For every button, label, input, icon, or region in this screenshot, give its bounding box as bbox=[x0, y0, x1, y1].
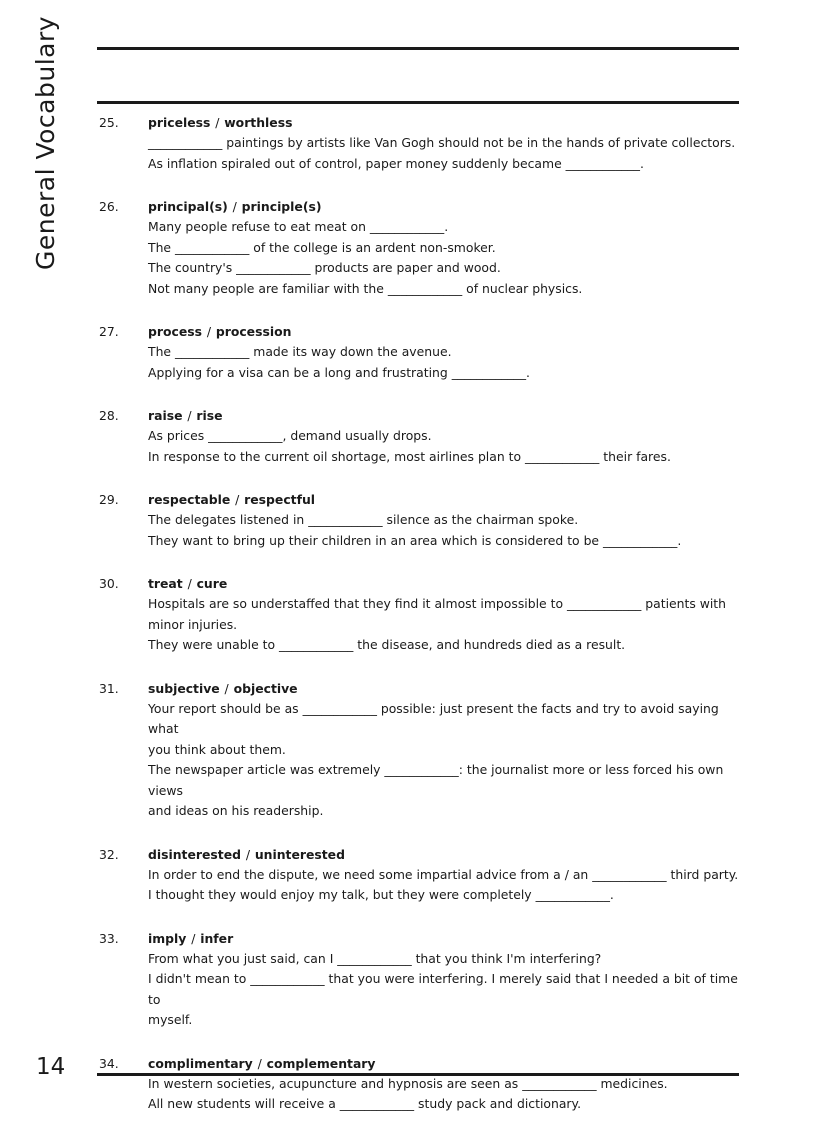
page-number: 14 bbox=[36, 1054, 66, 1080]
word-option-2: uninterested bbox=[254, 846, 345, 862]
word-option-2: principle(s) bbox=[241, 199, 322, 214]
exercise-sentence: Hospitals are so understaffed that they find it almost impossible to ____________ patients with bbox=[148, 596, 727, 611]
word-option-1: raise bbox=[148, 408, 183, 423]
exercise-sentence: Your report should be as ____________ possible: just present the facts and try to avoid saying what bbox=[148, 700, 719, 736]
exercise-sentence: you think about them. bbox=[148, 741, 286, 757]
exercise-number: 28. bbox=[99, 408, 119, 423]
footer-rule bbox=[97, 1073, 739, 1076]
word-pair-heading bbox=[148, 196, 739, 217]
exercise-item bbox=[99, 489, 739, 551]
word-option-2: rise bbox=[196, 408, 223, 423]
exercise-item bbox=[99, 844, 739, 906]
word-option-1: process bbox=[148, 324, 202, 339]
exercise-item bbox=[99, 196, 739, 299]
exercise-sentence: In order to end the dispute, we need some impartial advice from a / an ____________ third party. bbox=[148, 866, 739, 882]
word-separator: / bbox=[191, 930, 196, 946]
word-pair-heading bbox=[148, 678, 739, 699]
word-option-2: worthless bbox=[224, 115, 293, 130]
exercise-number: 27. bbox=[99, 324, 119, 339]
word-pair-heading bbox=[148, 1053, 739, 1074]
word-option-1: complimentary bbox=[148, 1055, 253, 1071]
exercise-number: 33. bbox=[99, 930, 119, 946]
exercise-sentence: The ____________ of the college is an ardent non-smoker. bbox=[148, 239, 496, 255]
word-option-1: imply bbox=[148, 930, 187, 946]
exercise-sentence: myself. bbox=[148, 1012, 193, 1027]
exercise-sentence: They were unable to ____________ the disease, and hundreds died as a result. bbox=[148, 637, 626, 652]
word-separator: / bbox=[206, 324, 212, 339]
word-option-2: complementary bbox=[266, 1055, 376, 1071]
exercise-number: 26. bbox=[99, 199, 119, 214]
exercise-item bbox=[99, 405, 739, 467]
exercise-sentence: They want to bring up their children in an area which is considered to be ____________. bbox=[148, 532, 682, 548]
exercise-sentence: Applying for a visa can be a long and frustrating ____________. bbox=[148, 364, 530, 380]
word-option-2: objective bbox=[233, 680, 298, 696]
exercise-item bbox=[99, 573, 739, 656]
word-pair-heading bbox=[148, 112, 739, 133]
exercise-sentence: In western societies, acupuncture and hypnosis are seen as ____________ medicines. bbox=[148, 1075, 668, 1091]
exercise-number: 25. bbox=[99, 115, 119, 130]
word-separator: / bbox=[224, 680, 229, 696]
exercise-sentence: In response to the current oil shortage, most airlines plan to ____________ their fares. bbox=[148, 448, 671, 464]
exercise-sentence: The country's ____________ products are paper and wood. bbox=[148, 260, 501, 275]
exercise-item bbox=[99, 112, 739, 174]
word-option-1: priceless bbox=[148, 115, 211, 130]
word-separator: / bbox=[232, 199, 237, 214]
word-separator: / bbox=[257, 1055, 262, 1071]
word-pair-heading bbox=[148, 489, 739, 510]
exercise-sentence: The ____________ made its way down the avenue. bbox=[148, 344, 452, 359]
word-separator: / bbox=[187, 576, 192, 591]
exercise-list bbox=[99, 112, 739, 1115]
exercise-sentence: minor injuries. bbox=[148, 616, 238, 632]
exercise-sentence: All new students will receive a ____________ study pack and dictionary. bbox=[148, 1096, 582, 1111]
exercise-sentence: and ideas on his readership. bbox=[148, 803, 324, 818]
word-option-1: principal(s) bbox=[148, 199, 228, 214]
word-separator: / bbox=[235, 492, 240, 507]
exercise-sentence: Many people refuse to eat meat on ____________. bbox=[148, 219, 449, 234]
exercise-number: 31. bbox=[99, 680, 119, 696]
exercise-item bbox=[99, 928, 739, 1031]
exercise-sentence: As prices ____________, demand usually drops. bbox=[148, 428, 432, 443]
exercise-sentence: Not many people are familiar with the ____________ of nuclear physics. bbox=[148, 280, 583, 296]
word-option-1: disinterested bbox=[148, 846, 241, 862]
word-option-2: procession bbox=[215, 324, 292, 339]
word-pair-heading bbox=[148, 844, 739, 865]
exercise-item bbox=[99, 678, 739, 822]
word-option-1: subjective bbox=[148, 680, 220, 696]
exercise-sentence: The delegates listened in ____________ silence as the chairman spoke. bbox=[148, 512, 579, 527]
side-title: General Vocabulary bbox=[31, 15, 60, 270]
word-pair-heading bbox=[148, 928, 739, 949]
exercise-sentence: I didn't mean to ____________ that you were interfering. I merely said that I needed a bit of time to bbox=[148, 971, 738, 1007]
word-separator: / bbox=[245, 846, 250, 862]
exercise-sentence: From what you just said, can I ____________ that you think I'm interfering? bbox=[148, 950, 602, 966]
header-rule bbox=[97, 101, 739, 104]
word-pair-heading bbox=[148, 405, 739, 426]
word-pair-heading bbox=[148, 321, 739, 342]
exercise-sentence: The newspaper article was extremely ____________: the journalist more or less forced his own views bbox=[148, 762, 724, 798]
exercise-item bbox=[99, 321, 739, 383]
exercise-number: 29. bbox=[99, 492, 119, 507]
word-option-2: cure bbox=[196, 576, 228, 591]
word-pair-heading bbox=[148, 573, 739, 594]
top-rule bbox=[97, 47, 739, 50]
word-option-2: infer bbox=[200, 930, 234, 946]
word-option-1: respectable bbox=[148, 492, 231, 507]
word-separator: / bbox=[215, 115, 220, 130]
word-separator: / bbox=[187, 408, 192, 423]
word-option-1: treat bbox=[148, 576, 183, 591]
exercise-number: 34. bbox=[99, 1055, 119, 1071]
exercise-item bbox=[99, 1053, 739, 1115]
exercise-sentence: I thought they would enjoy my talk, but they were completely ____________. bbox=[148, 887, 614, 902]
exercise-sentence: As inflation spiraled out of control, paper money suddenly became ____________. bbox=[148, 155, 644, 171]
exercise-sentence: ____________ paintings by artists like Van Gogh should not be in the hands of private collectors. bbox=[148, 135, 736, 150]
exercise-number: 32. bbox=[99, 846, 119, 862]
exercise-number: 30. bbox=[99, 576, 119, 591]
word-option-2: respectful bbox=[244, 492, 316, 507]
